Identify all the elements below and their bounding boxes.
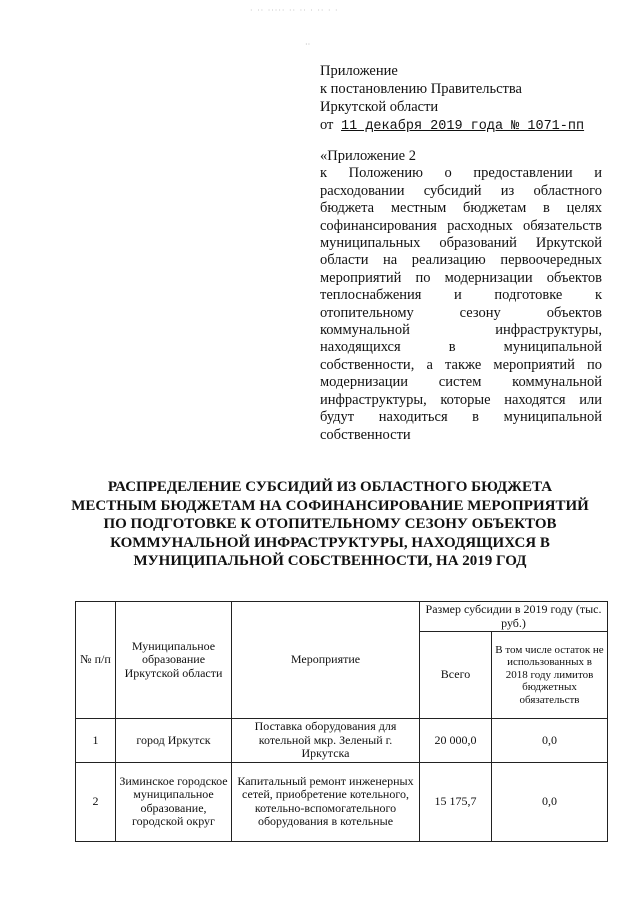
date-value: 11 декабря 2019 года № 1071-пп [341,119,585,134]
cell-total: 20 000,0 [420,719,492,763]
appendix-text: к Положению о предоставлении и расходовании субсидий из областного бюджета местным бюджетам в целях софинансирования расходных обязательств муниципальных образований Иркутской области на реализацию первоочередных мероприятий по модернизации объектов теплоснабжения и подготовке к отопительному сезону объектов коммунальной инфраструктуры, находящихся в муниципальной собственности, а также мероприятий по модернизации систем коммунальной инфраструктуры, которые находятся или будут находиться в муниципальной собственности [320,165,602,443]
header-total: Всего [420,632,492,719]
document-title: РАСПРЕДЕЛЕНИЕ СУБСИДИЙ ИЗ ОБЛАСТНОГО БЮДЖЕТА МЕСТНЫМ БЮДЖЕТАМ НА СОФИНАНСИРОВАНИЕ МЕРОПРИЯТИЙ ПО ПОДГОТОВКЕ К ОТОПИТЕЛЬНОМУ СЕЗОНУ ОБЪЕКТОВ КОММУНАЛЬНОЙ ИНФРАСТРУКТУРЫ, НАХОДЯЩИХСЯ В МУНИЦИПАЛЬНОЙ СОБСТВЕННОСТИ, НА 2019 ГОД [71,479,589,569]
header-line-region: Иркутской области [320,99,439,115]
table-row [76,762,608,841]
cell-remainder: 0,0 [492,762,608,841]
header-municipality: Муниципальное образование Иркутской области [116,602,232,719]
approval-header [320,62,602,136]
header-line-resolution: к постановлению Правительства [320,81,522,97]
date-prefix: от [320,117,334,133]
table-row [76,719,608,763]
cell-remainder: 0,0 [492,719,608,763]
header-num: № п/п [76,602,116,719]
scan-artifact: · ·· ····· ·· ·· · ·· · · [250,6,339,15]
cell-municipality: Зиминское городское муниципальное образование, городской округ [116,762,232,841]
subsidy-table [75,601,608,842]
header-date [320,116,602,136]
cell-num: 1 [76,719,116,763]
cell-total: 15 175,7 [420,762,492,841]
header-remainder: В том числе остаток не использованных в 2018 году лимитов бюджетных обязательств [492,632,608,719]
cell-municipality: город Иркутск [116,719,232,763]
appendix-reference [320,148,602,444]
appendix-title: «Приложение 2 [320,148,416,164]
cell-measure: Поставка оборудования для котельной мкр. Зеленый г. Иркутска [232,719,420,763]
header-measure: Мероприятие [232,602,420,719]
cell-measure: Капитальный ремонт инженерных сетей, приобретение котельного, котельно-вспомогательного оборудования в котельные [232,762,420,841]
scan-artifact-dot: ·· [305,40,311,49]
cell-num: 2 [76,762,116,841]
header-subsidy-size: Размер субсидии в 2019 году (тыс. руб.) [420,602,608,632]
header-line-appendix: Приложение [320,63,398,79]
